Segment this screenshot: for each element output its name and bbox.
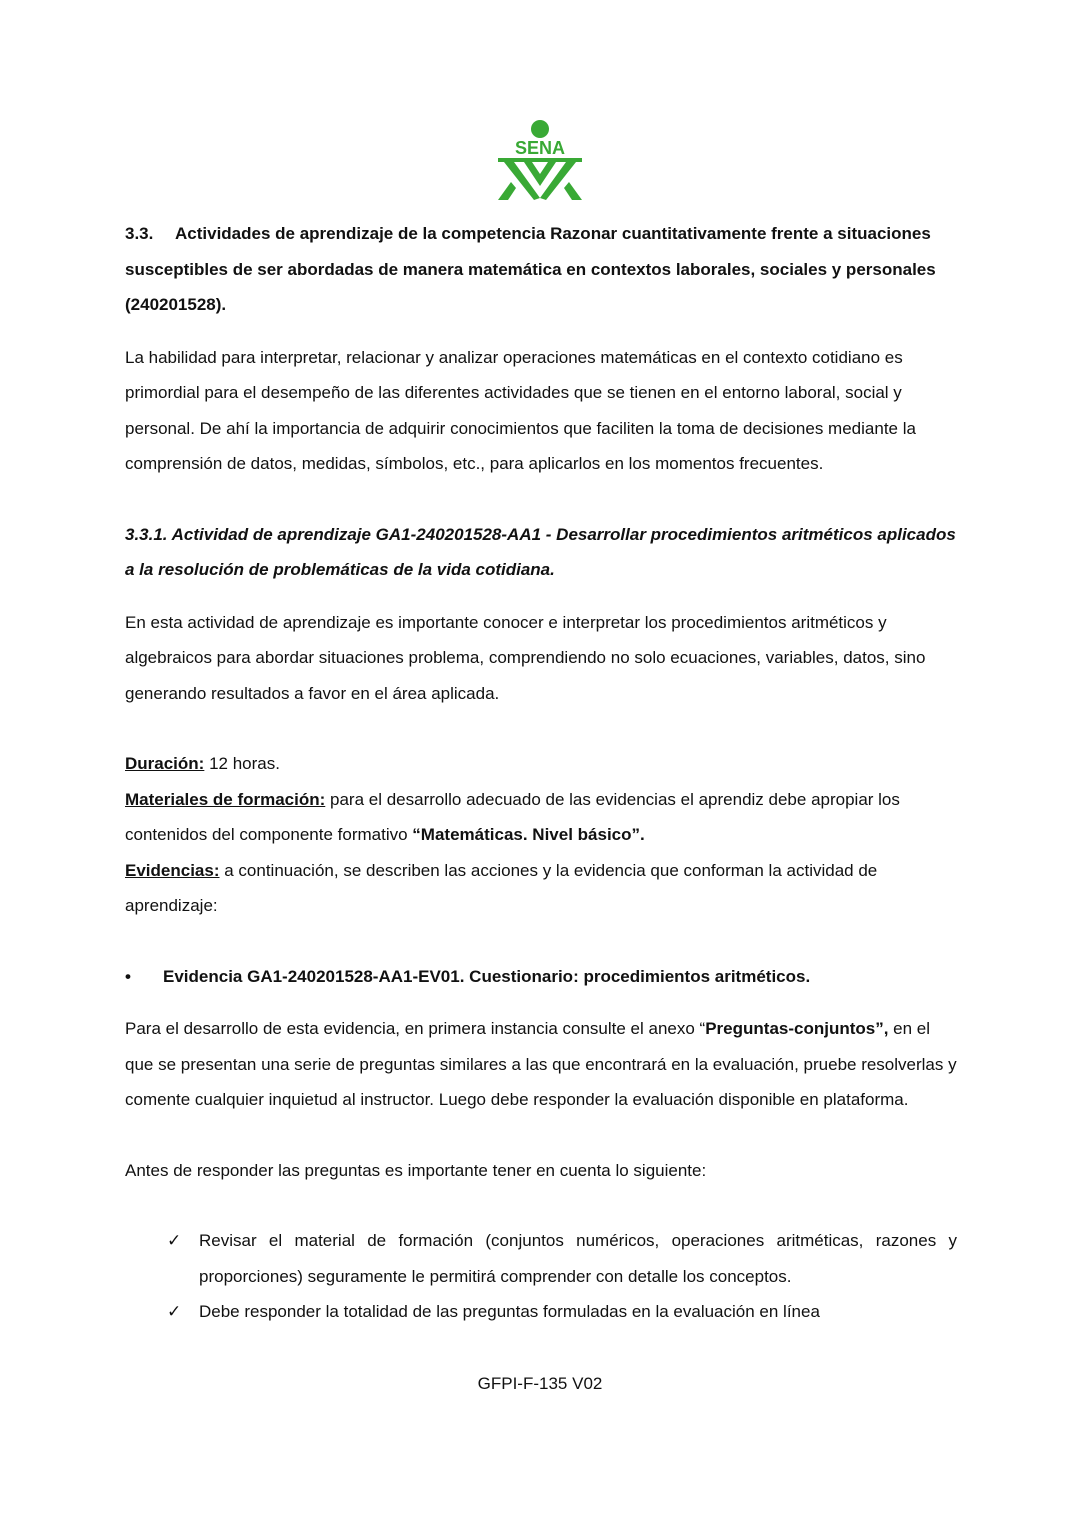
list-item: [167, 1294, 957, 1330]
section-3-3-1-heading: 3.3.1. Actividad de aprendizaje GA1-240201528-AA1 - Desarrollar procedimientos aritméticos aplicados a la resolución de problemáticas de la vida cotidiana.: [125, 524, 956, 579]
evidence-text-before: Para el desarrollo de esta evidencia, en primera instancia consulte el anexo “: [125, 1019, 706, 1038]
checkmark-icon: ✓: [167, 1231, 182, 1250]
evidences-label: Evidencias:: [125, 860, 220, 880]
materials-text: para el desarrollo adecuado de las evidencias el aprendiz debe apropiar los contenidos del componente formativo: [125, 789, 900, 844]
duration-value: 12 horas.: [209, 754, 280, 773]
checkmark-icon: ✓: [167, 1302, 182, 1321]
section-3-3-heading: [125, 216, 957, 323]
checklist-item-text: Revisar el material de formación (conjuntos numéricos, operaciones aritméticas, razones y proporciones) seguramente le permitirá comprender con detalle los conceptos.: [199, 1231, 957, 1286]
evidence-item: [125, 959, 957, 995]
activity-paragraph: En esta actividad de aprendizaje es importante conocer e interpretar los procedimientos aritméticos y algebraicos para abordar situaciones problema, comprendiendo no solo ecuaciones, variables, datos, sino generando resultados a favor en el área aplicada.: [125, 612, 926, 703]
before-answer-paragraph: Antes de responder las preguntas es importante tener en cuenta lo siguiente:: [125, 1160, 707, 1180]
materials-component: “Matemáticas. Nivel básico”.: [412, 825, 645, 844]
svg-text:SENA: SENA: [514, 138, 566, 158]
evidences-text: a continuación, se describen las acciones y la evidencia que conforman la actividad de aprendizaje:: [125, 860, 878, 915]
section-number: 3.3.: [125, 224, 154, 243]
evidences-line: [125, 853, 957, 924]
section-3-3-intro: La habilidad para interpretar, relacionar y analizar operaciones matemáticas en el contexto cotidiano es primordial para el desempeño de las diferentes actividades que se tienen en el entorno laboral, social y personal. De ahí la importancia de adquirir conocimientos que faciliten la toma de decisiones mediante la comprensión de datos, medidas, símbolos, etc., para aplicarlos en los momentos frecuentes.: [125, 347, 916, 473]
bullet-icon: •: [125, 966, 131, 986]
evidence-text-after: en el que se presentan una serie de preguntas similares a las que encontrará en la evaluación, pruebe resolverlas y comente cualquier inquietud al instructor. Luego debe responder la evaluación disponible en plataforma.: [125, 1019, 957, 1109]
evidence-paragraph: [125, 1011, 957, 1118]
materials-label: Materiales de formación:: [125, 789, 326, 809]
annex-name: Preguntas-conjuntos”,: [705, 1019, 889, 1038]
document-content: [125, 216, 957, 1330]
section-title: Actividades de aprendizaje de la competencia Razonar cuantitativamente frente a situaciones susceptibles de ser abordadas de manera matemática en contextos laborales, sociales y personales (240201528).: [125, 224, 936, 314]
footer-code: GFPI-F-135 V02: [477, 1374, 603, 1393]
checklist: [167, 1223, 957, 1330]
duration-label: Duración:: [125, 754, 205, 773]
materials-line: [125, 782, 957, 853]
checklist-item-text: Debe responder la totalidad de las preguntas formuladas en la evaluación en línea: [199, 1302, 820, 1321]
evidence-item-text: Evidencia GA1-240201528-AA1-EV01. Cuestionario: procedimientos aritméticos.: [163, 966, 811, 986]
duration-line: [125, 746, 957, 782]
list-item: [167, 1223, 957, 1294]
sena-logo: [494, 118, 586, 202]
